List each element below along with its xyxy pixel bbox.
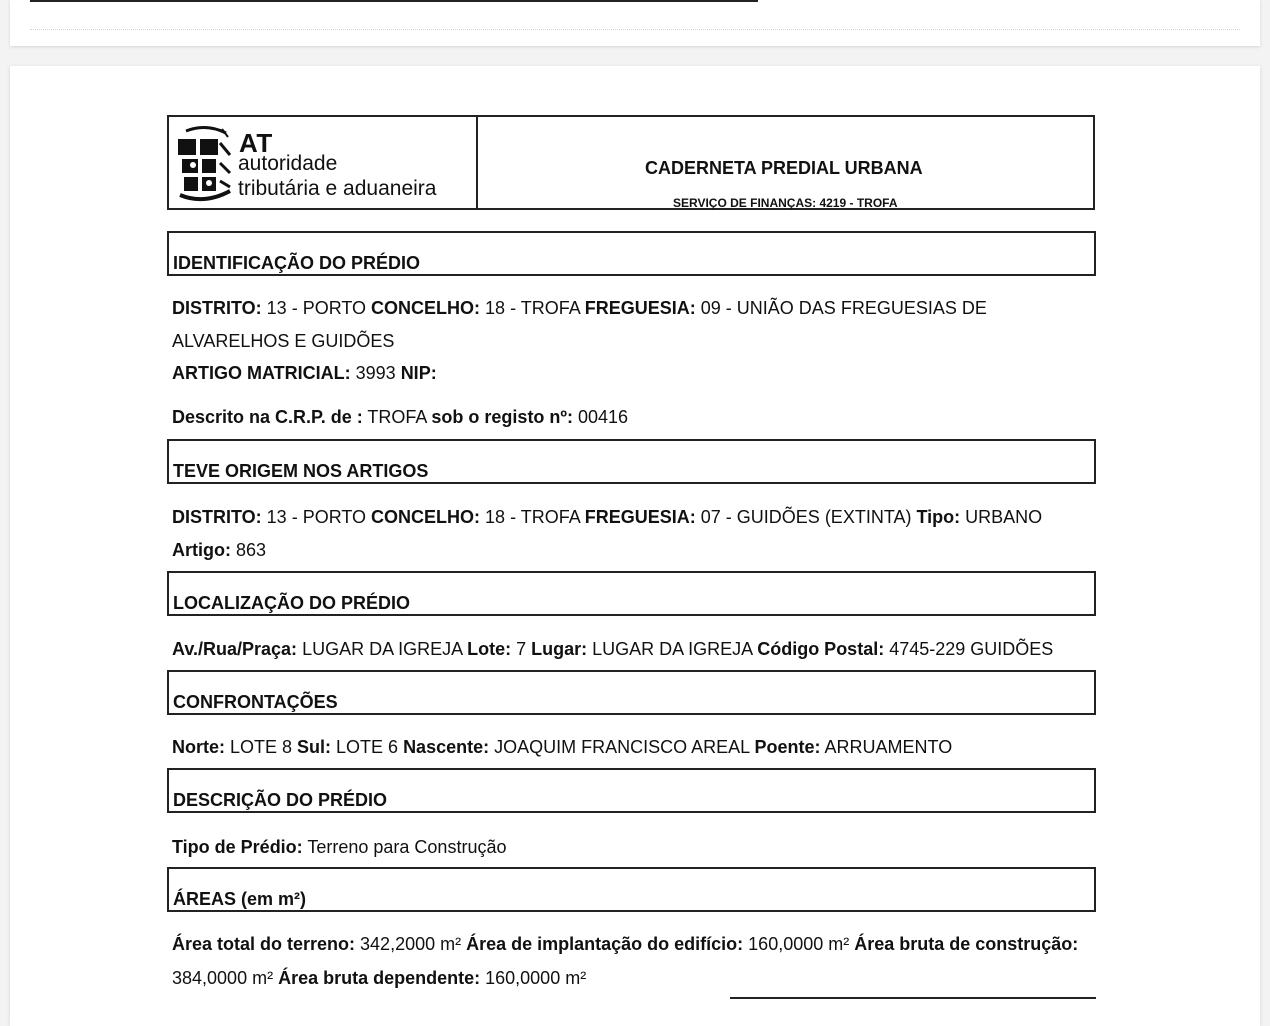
- field-label: Área bruta dependente:: [278, 968, 481, 988]
- section-title: LOCALIZAÇÃO DO PRÉDIO: [173, 593, 410, 613]
- document-page: [10, 66, 1260, 1026]
- section-title: CONFRONTAÇÕES: [173, 692, 338, 712]
- field-label: Nascente:: [403, 737, 490, 757]
- field-value: Terreno para Construção: [302, 837, 507, 857]
- field-value: 384,0000 m²: [172, 968, 279, 988]
- document-header: [167, 115, 1095, 210]
- section-title: IDENTIFICAÇÃO DO PRÉDIO: [173, 253, 421, 273]
- section-confrontacoes: [167, 670, 1096, 715]
- section-identificacao: [167, 231, 1096, 276]
- field-value: URBANO: [960, 507, 1043, 527]
- field-value: LOTE 8: [225, 737, 298, 757]
- field-label: Descrito na C.R.P. de :: [172, 407, 363, 427]
- field-label: Tipo:: [916, 507, 961, 527]
- field-value: 18 - TROFA: [480, 507, 585, 527]
- field-label: NIP:: [400, 363, 437, 383]
- areas-line-2: [172, 969, 586, 987]
- field-label: DISTRITO:: [172, 507, 262, 527]
- field-value: 342,2000 m²: [355, 934, 467, 954]
- localizacao-line: [172, 640, 1053, 658]
- identificacao-registo-line: [172, 408, 628, 426]
- section-descricao: [167, 768, 1096, 813]
- field-value: 160,0000 m²: [480, 968, 587, 988]
- field-label: Área total do terreno:: [172, 934, 356, 954]
- field-value: 4745-229 GUIDÕES: [884, 639, 1054, 659]
- previous-page-fragment: [10, 0, 1260, 46]
- field-value: 13 - PORTO: [261, 298, 372, 318]
- field-label: Área bruta de construção:: [854, 934, 1079, 954]
- origem-artigo-line: [172, 541, 266, 559]
- field-value: 3993: [350, 363, 401, 383]
- field-label: Av./Rua/Praça:: [172, 639, 298, 659]
- section-localizacao: [167, 571, 1096, 616]
- section-title: TEVE ORIGEM NOS ARTIGOS: [173, 461, 429, 481]
- section-title: ÁREAS (em m²): [173, 889, 307, 909]
- field-label: sob o registo nº:: [431, 407, 573, 427]
- field-value: 07 - GUIDÕES (EXTINTA): [695, 507, 917, 527]
- field-label: CONCELHO:: [371, 507, 481, 527]
- origem-location-line: [172, 508, 1042, 526]
- field-label: Lote:: [467, 639, 512, 659]
- next-section-top-border: [730, 997, 1096, 999]
- identificacao-location-line: [172, 299, 987, 317]
- field-label: Sul:: [297, 737, 332, 757]
- field-label: Artigo:: [172, 540, 231, 560]
- field-label: FREGUESIA:: [584, 507, 696, 527]
- field-value: ARRUAMENTO: [820, 737, 953, 757]
- field-label: FREGUESIA:: [584, 298, 696, 318]
- confrontacoes-line: [172, 738, 952, 756]
- logo-text-line2: tributária e aduaneira: [238, 177, 437, 200]
- portugal-shield-icon: [176, 125, 232, 203]
- field-value: 18 - TROFA: [480, 298, 585, 318]
- field-label: CONCELHO:: [371, 298, 481, 318]
- field-value: 863: [230, 540, 267, 560]
- section-areas: [167, 867, 1096, 912]
- field-label: ARTIGO MATRICIAL:: [172, 363, 351, 383]
- field-label: DISTRITO:: [172, 298, 262, 318]
- field-label: Norte:: [172, 737, 225, 757]
- field-value: 00416: [573, 407, 629, 427]
- logo-text-line1: autoridade: [238, 152, 338, 175]
- field-value: TROFA: [362, 407, 432, 427]
- field-label: Lugar:: [531, 639, 588, 659]
- previous-page-rule: [30, 0, 758, 2]
- areas-line-1: [172, 935, 1078, 953]
- descricao-line: [172, 838, 506, 856]
- identificacao-artigo-line: [172, 364, 437, 382]
- previous-page-dotted-line: [30, 29, 1240, 30]
- document-title: CADERNETA PREDIAL URBANA: [645, 158, 923, 178]
- identificacao-freguesia-cont: ALVARELHOS E GUIDÕES: [172, 331, 395, 351]
- tax-service-office: SERVIÇO DE FINANÇAS: 4219 - TROFA: [673, 196, 898, 210]
- field-value: LOTE 6: [331, 737, 404, 757]
- section-origem: [167, 439, 1096, 484]
- field-value: LUGAR DA IGREJA: [297, 639, 468, 659]
- field-value: JOAQUIM FRANCISCO AREAL: [489, 737, 755, 757]
- field-value: 7: [511, 639, 532, 659]
- field-label: Poente:: [754, 737, 821, 757]
- field-value: 13 - PORTO: [261, 507, 372, 527]
- logo-at-text: AT: [239, 128, 273, 158]
- field-label: Área de implantação do edifício:: [466, 934, 744, 954]
- section-title: DESCRIÇÃO DO PRÉDIO: [173, 790, 388, 810]
- field-label: Código Postal:: [757, 639, 885, 659]
- field-label: Tipo de Prédio:: [172, 837, 303, 857]
- at-logo: [169, 117, 478, 208]
- field-value: 160,0000 m²: [743, 934, 855, 954]
- field-value: LUGAR DA IGREJA: [587, 639, 758, 659]
- field-value: 09 - UNIÃO DAS FREGUESIAS DE: [695, 298, 987, 318]
